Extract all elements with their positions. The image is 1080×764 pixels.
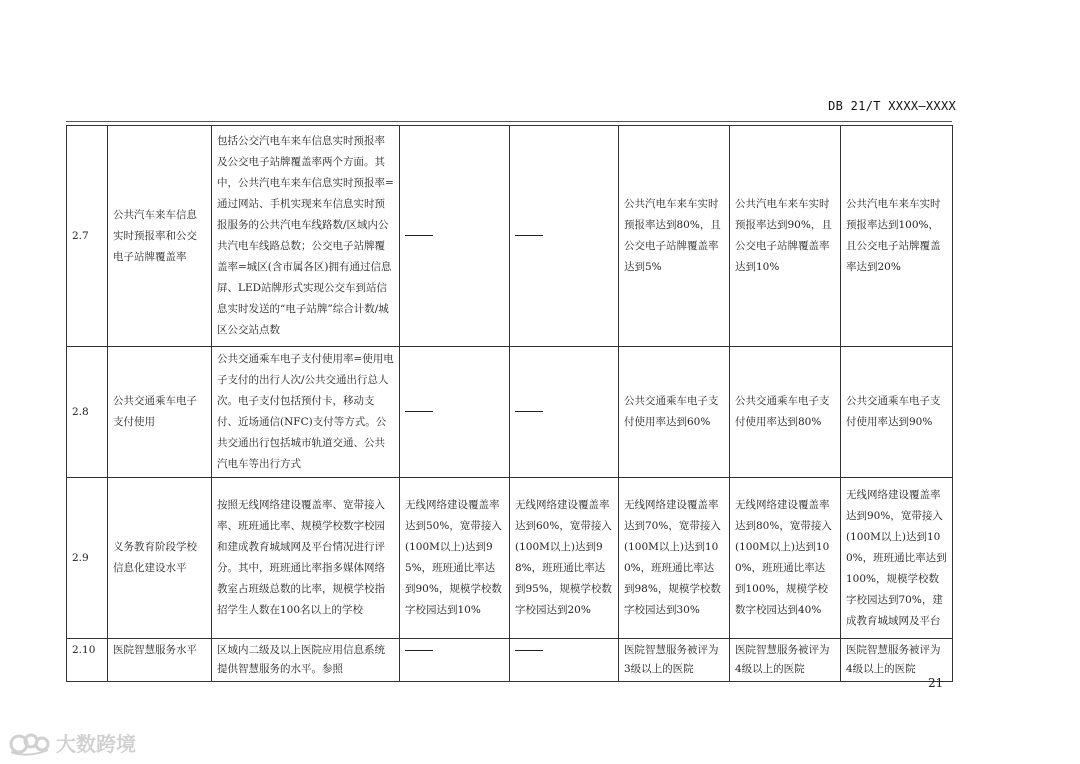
- level-1-cell: 无线网络建设覆盖率达到50%，宽带接入(100M以上)达到95%，班班通比率达到90%，规模学校数字校园达到10%: [400, 478, 510, 639]
- level-3-cell: 公共汽电车来车实时预报率达到80%，且公交电子站牌覆盖率达到5%: [619, 126, 730, 347]
- indicator-name: 公共汽车来车信息实时预报率和公交电子站牌覆盖率: [108, 126, 212, 347]
- indicator-description: 包括公交汽电车来车信息实时预报率及公交电子站牌覆盖率两个方面。其中，公共汽电车来车信息实时预报率=通过网站、手机实现来车信息实时预报服务的公共汽电车线路数/区域内公共汽电车线路总数；公交电子站牌覆盖率=城区(含市属各区)拥有通过信息屏、LED站牌形式实现公交车到站信息实时发送的“电子站牌”综合计数/城区公交站点数: [212, 126, 400, 347]
- page-number: 21: [928, 676, 944, 690]
- level-5-cell: 无线网络建设覆盖率达到90%，宽带接入(100M以上)达到100%，班班通比率达到100%，规模学校数字校园达到70%，建成教育城域网及平台: [841, 478, 953, 639]
- level-4-cell: 公共汽电车来车实时预报率达到90%，且公交电子站牌覆盖率达到10%: [730, 126, 841, 347]
- level-2-cell: [510, 639, 619, 682]
- indicator-name: 公共交通乘车电子支付使用: [108, 347, 212, 478]
- table-row: [67, 126, 953, 347]
- table-row: [67, 639, 953, 682]
- indicator-id: 2.8: [67, 347, 108, 478]
- level-5-cell: 公共汽电车来车实时预报率达到100%，且公交电子站牌覆盖率达到20%: [841, 126, 953, 347]
- level-4-cell: 公共交通乘车电子支付使用率达到80%: [730, 347, 841, 478]
- level-1-cell: [400, 347, 510, 478]
- level-2-cell: [510, 126, 619, 347]
- level-3-cell: 医院智慧服务被评为3级以上的医院: [619, 639, 730, 682]
- empty-dash: [515, 650, 543, 651]
- indicator-description: 按照无线网络建设覆盖率、宽带接入率、班班通比率、规模学校数字校园和建成教育城域网及平台情况进行评分。其中，班班通比率指多媒体网络教室占班级总数的比率，规模学校指招学生人数在100名以上的学校: [212, 478, 400, 639]
- level-1-cell: [400, 639, 510, 682]
- level-2-cell: 无线网络建设覆盖率达到60%，宽带接入(100M以上)达到98%，班班通比率达到95%，规模学校数字校园达到20%: [510, 478, 619, 639]
- level-1-cell: [400, 126, 510, 347]
- empty-dash: [405, 235, 433, 236]
- indicator-id: 2.7: [67, 126, 108, 347]
- table-row: [67, 347, 953, 478]
- level-3-cell: 公共交通乘车电子支付使用率达到60%: [619, 347, 730, 478]
- indicator-name: 义务教育阶段学校信息化建设水平: [108, 478, 212, 639]
- indicator-table: [66, 125, 953, 682]
- level-4-cell: 无线网络建设覆盖率达到80%，宽带接入(100M以上)达到100%，班班通比率达到100%，规模学校数字校园达到40%: [730, 478, 841, 639]
- level-2-cell: [510, 347, 619, 478]
- brand-logo-icon: [8, 730, 52, 756]
- empty-dash: [515, 411, 543, 412]
- document-code: DB 21/T XXXX—XXXX: [828, 99, 956, 113]
- level-5-cell: 医院智慧服务被评为4级以上的医院: [841, 639, 953, 682]
- level-4-cell: 医院智慧服务被评为4级以上的医院: [730, 639, 841, 682]
- indicator-description: 区域内二级及以上医院应用信息系统提供智慧服务的水平。参照: [212, 639, 400, 682]
- indicator-description: 公共交通乘车电子支付使用率=使用电子支付的出行人次/公共交通出行总人次。电子支付包括预付卡，移动支付、近场通信(NFC)支付等方式。公共交通出行包括城市轨道交通、公共汽电车等出行方式: [212, 347, 400, 478]
- empty-dash: [405, 411, 433, 412]
- header-rule: [66, 121, 952, 122]
- indicator-id: 2.9: [67, 478, 108, 639]
- level-3-cell: 无线网络建设覆盖率达到70%，宽带接入(100M以上)达到100%，班班通比率达到98%，规模学校数字校园达到30%: [619, 478, 730, 639]
- indicator-name: 医院智慧服务水平: [108, 639, 212, 682]
- empty-dash: [405, 650, 433, 651]
- table-row: [67, 478, 953, 639]
- level-5-cell: 公共交通乘车电子支付使用率达到90%: [841, 347, 953, 478]
- watermark: [8, 728, 136, 757]
- watermark-text: 大数跨境: [56, 732, 136, 756]
- indicator-id: 2.10: [67, 639, 108, 682]
- empty-dash: [515, 235, 543, 236]
